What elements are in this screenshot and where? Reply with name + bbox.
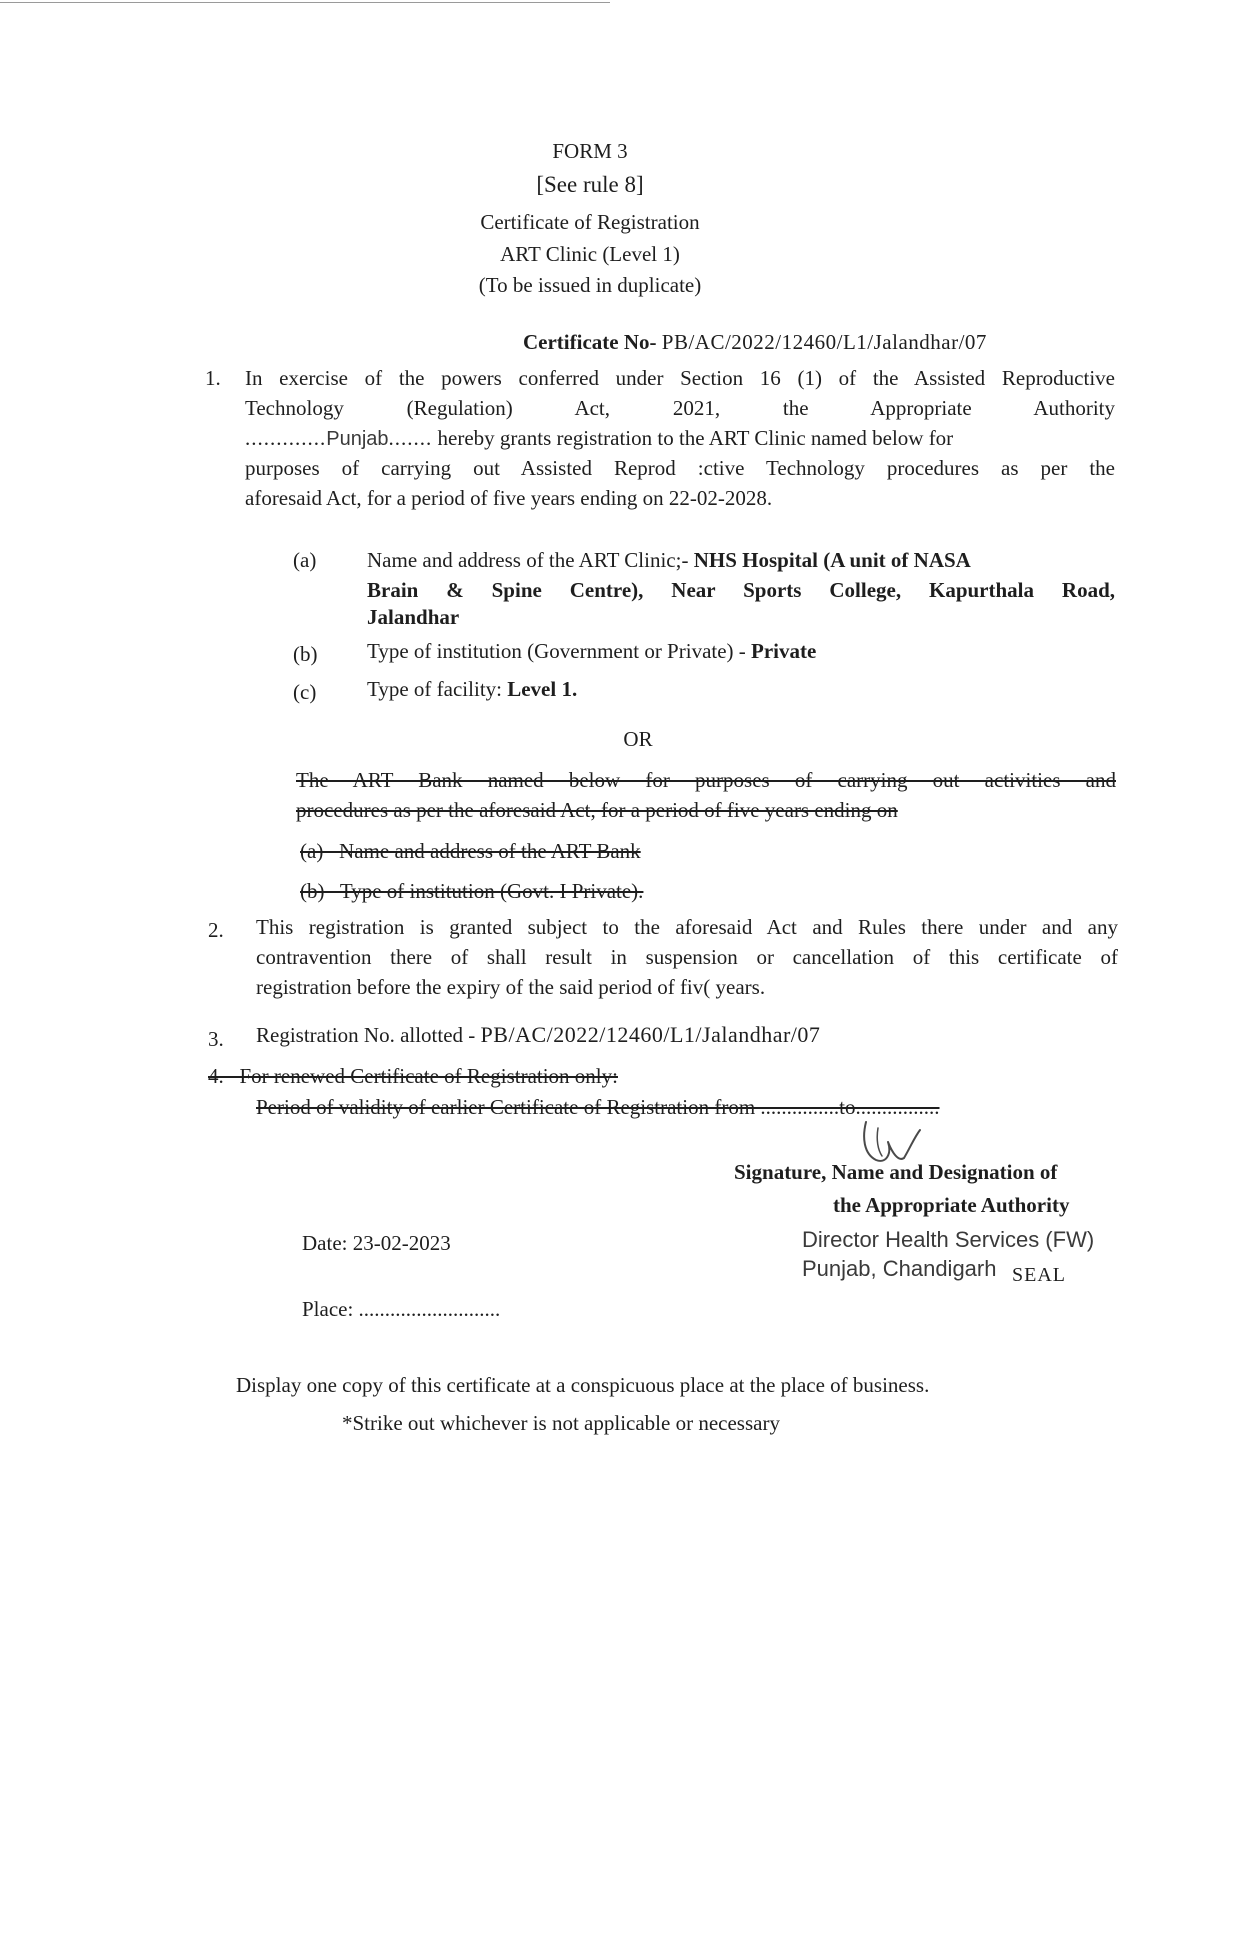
item-a-address-line: Brain & Spine Centre), Near Sports College, Kapurthala Road, <box>367 578 1115 602</box>
item-b-line <box>367 638 816 664</box>
or-separator: OR <box>623 727 653 751</box>
issue-place: Place: ........................... <box>302 1297 501 1321</box>
strike-out-note: *Strike out whichever is not applicable or necessary <box>342 1411 780 1435</box>
item-c-line <box>367 676 577 702</box>
item-a-city: Jalandhar <box>367 605 460 629</box>
display-instruction: Display one copy of this certificate at a conspicuous place at the place of business. <box>236 1373 930 1397</box>
item-a-line1 <box>367 547 971 573</box>
certificate-number-label: Certificate No- <box>523 330 657 354</box>
para3-number: 3. <box>208 1027 224 1051</box>
para1-dots-left: ............. <box>245 426 327 450</box>
item-a-label: (a) <box>293 548 317 572</box>
item-a-clinic-name: NHS Hospital (A unit of NASA <box>693 548 971 572</box>
para1-line5: aforesaid Act, for a period of five years ending on 22-02-2028. <box>245 486 773 510</box>
item-c-label: (c) <box>293 680 317 704</box>
registration-number: PB/AC/2022/12460/L1/Jalandhar/07 <box>480 1022 821 1047</box>
para1-line3-text: hereby grants registration to the ART Clinic named below for <box>437 426 954 450</box>
signature-caption-line1: Signature, Name and Designation of <box>734 1160 1058 1184</box>
seal-label: SEAL <box>1012 1264 1066 1286</box>
issue-date: Date: 23-02-2023 <box>302 1231 451 1255</box>
certificate-number-line <box>523 329 987 355</box>
issue-note: (To be issued in duplicate) <box>478 273 702 297</box>
para1-state: Punjab <box>326 428 389 450</box>
para2-number: 2. <box>208 918 224 942</box>
para1-line4: purposes of carrying out Assisted Reprod :ctive Technology procedures as per the <box>245 456 1115 480</box>
item-b-text: Type of institution (Government or Private) - <box>367 639 746 663</box>
authority-designation: Director Health Services (FW) <box>802 1227 1095 1252</box>
bank-line1-struck: The ART Bank named below for purposes of carrying out activities and <box>296 768 1116 792</box>
scan-top-edge-line <box>0 2 610 3</box>
para1-line3 <box>245 425 953 452</box>
item-c-value: Level 1. <box>507 677 578 701</box>
para1-line1: In exercise of the powers conferred under Section 16 (1) of the Assisted Reproductive <box>245 366 1115 390</box>
para3-text: Registration No. allotted - <box>256 1023 476 1047</box>
authority-location: Punjab, Chandigarh <box>802 1256 997 1281</box>
bank-line2-struck: procedures as per the aforesaid Act, for a period of five years ending on <box>296 798 898 822</box>
para1-line2: Technology (Regulation) Act, 2021, the Appropriate Authority <box>245 396 1115 420</box>
item-b-value: Private <box>751 639 817 663</box>
bank-item-a-struck: (a) Name and address of the ART Bank <box>300 839 641 863</box>
para3-line <box>256 1022 820 1048</box>
form-number: FORM 3 <box>552 139 628 163</box>
para1-dots-right: ....... <box>388 426 433 450</box>
item-b-label: (b) <box>293 642 318 666</box>
rule-reference: [See rule 8] <box>536 172 644 197</box>
item-c-text: Type of facility: <box>367 677 502 701</box>
item-a-text: Name and address of the ART Clinic;- <box>367 548 689 572</box>
para2-line3: registration before the expiry of the said period of fiv( years. <box>256 975 766 999</box>
para2-line2: contravention there of shall result in suspension or cancellation of this certificate of <box>256 945 1118 969</box>
certificate-number: PB/AC/2022/12460/L1/Jalandhar/07 <box>661 330 987 354</box>
para1-number: 1. <box>205 366 221 390</box>
signature-caption-line2: the Appropriate Authority <box>833 1193 1070 1217</box>
para4-line1-struck: 4. For renewed Certificate of Registration only: <box>208 1064 618 1088</box>
certificate-title: Certificate of Registration <box>480 210 700 234</box>
bank-item-b-struck: (b) Type of institution (Govt. I Private). <box>300 879 644 903</box>
certificate-subtitle: ART Clinic (Level 1) <box>500 242 680 266</box>
para2-line1: This registration is granted subject to the aforesaid Act and Rules there under and any <box>256 915 1118 939</box>
para4-line2-struck: Period of validity of earlier Certificate of Registration from ...............to................ <box>256 1095 940 1119</box>
